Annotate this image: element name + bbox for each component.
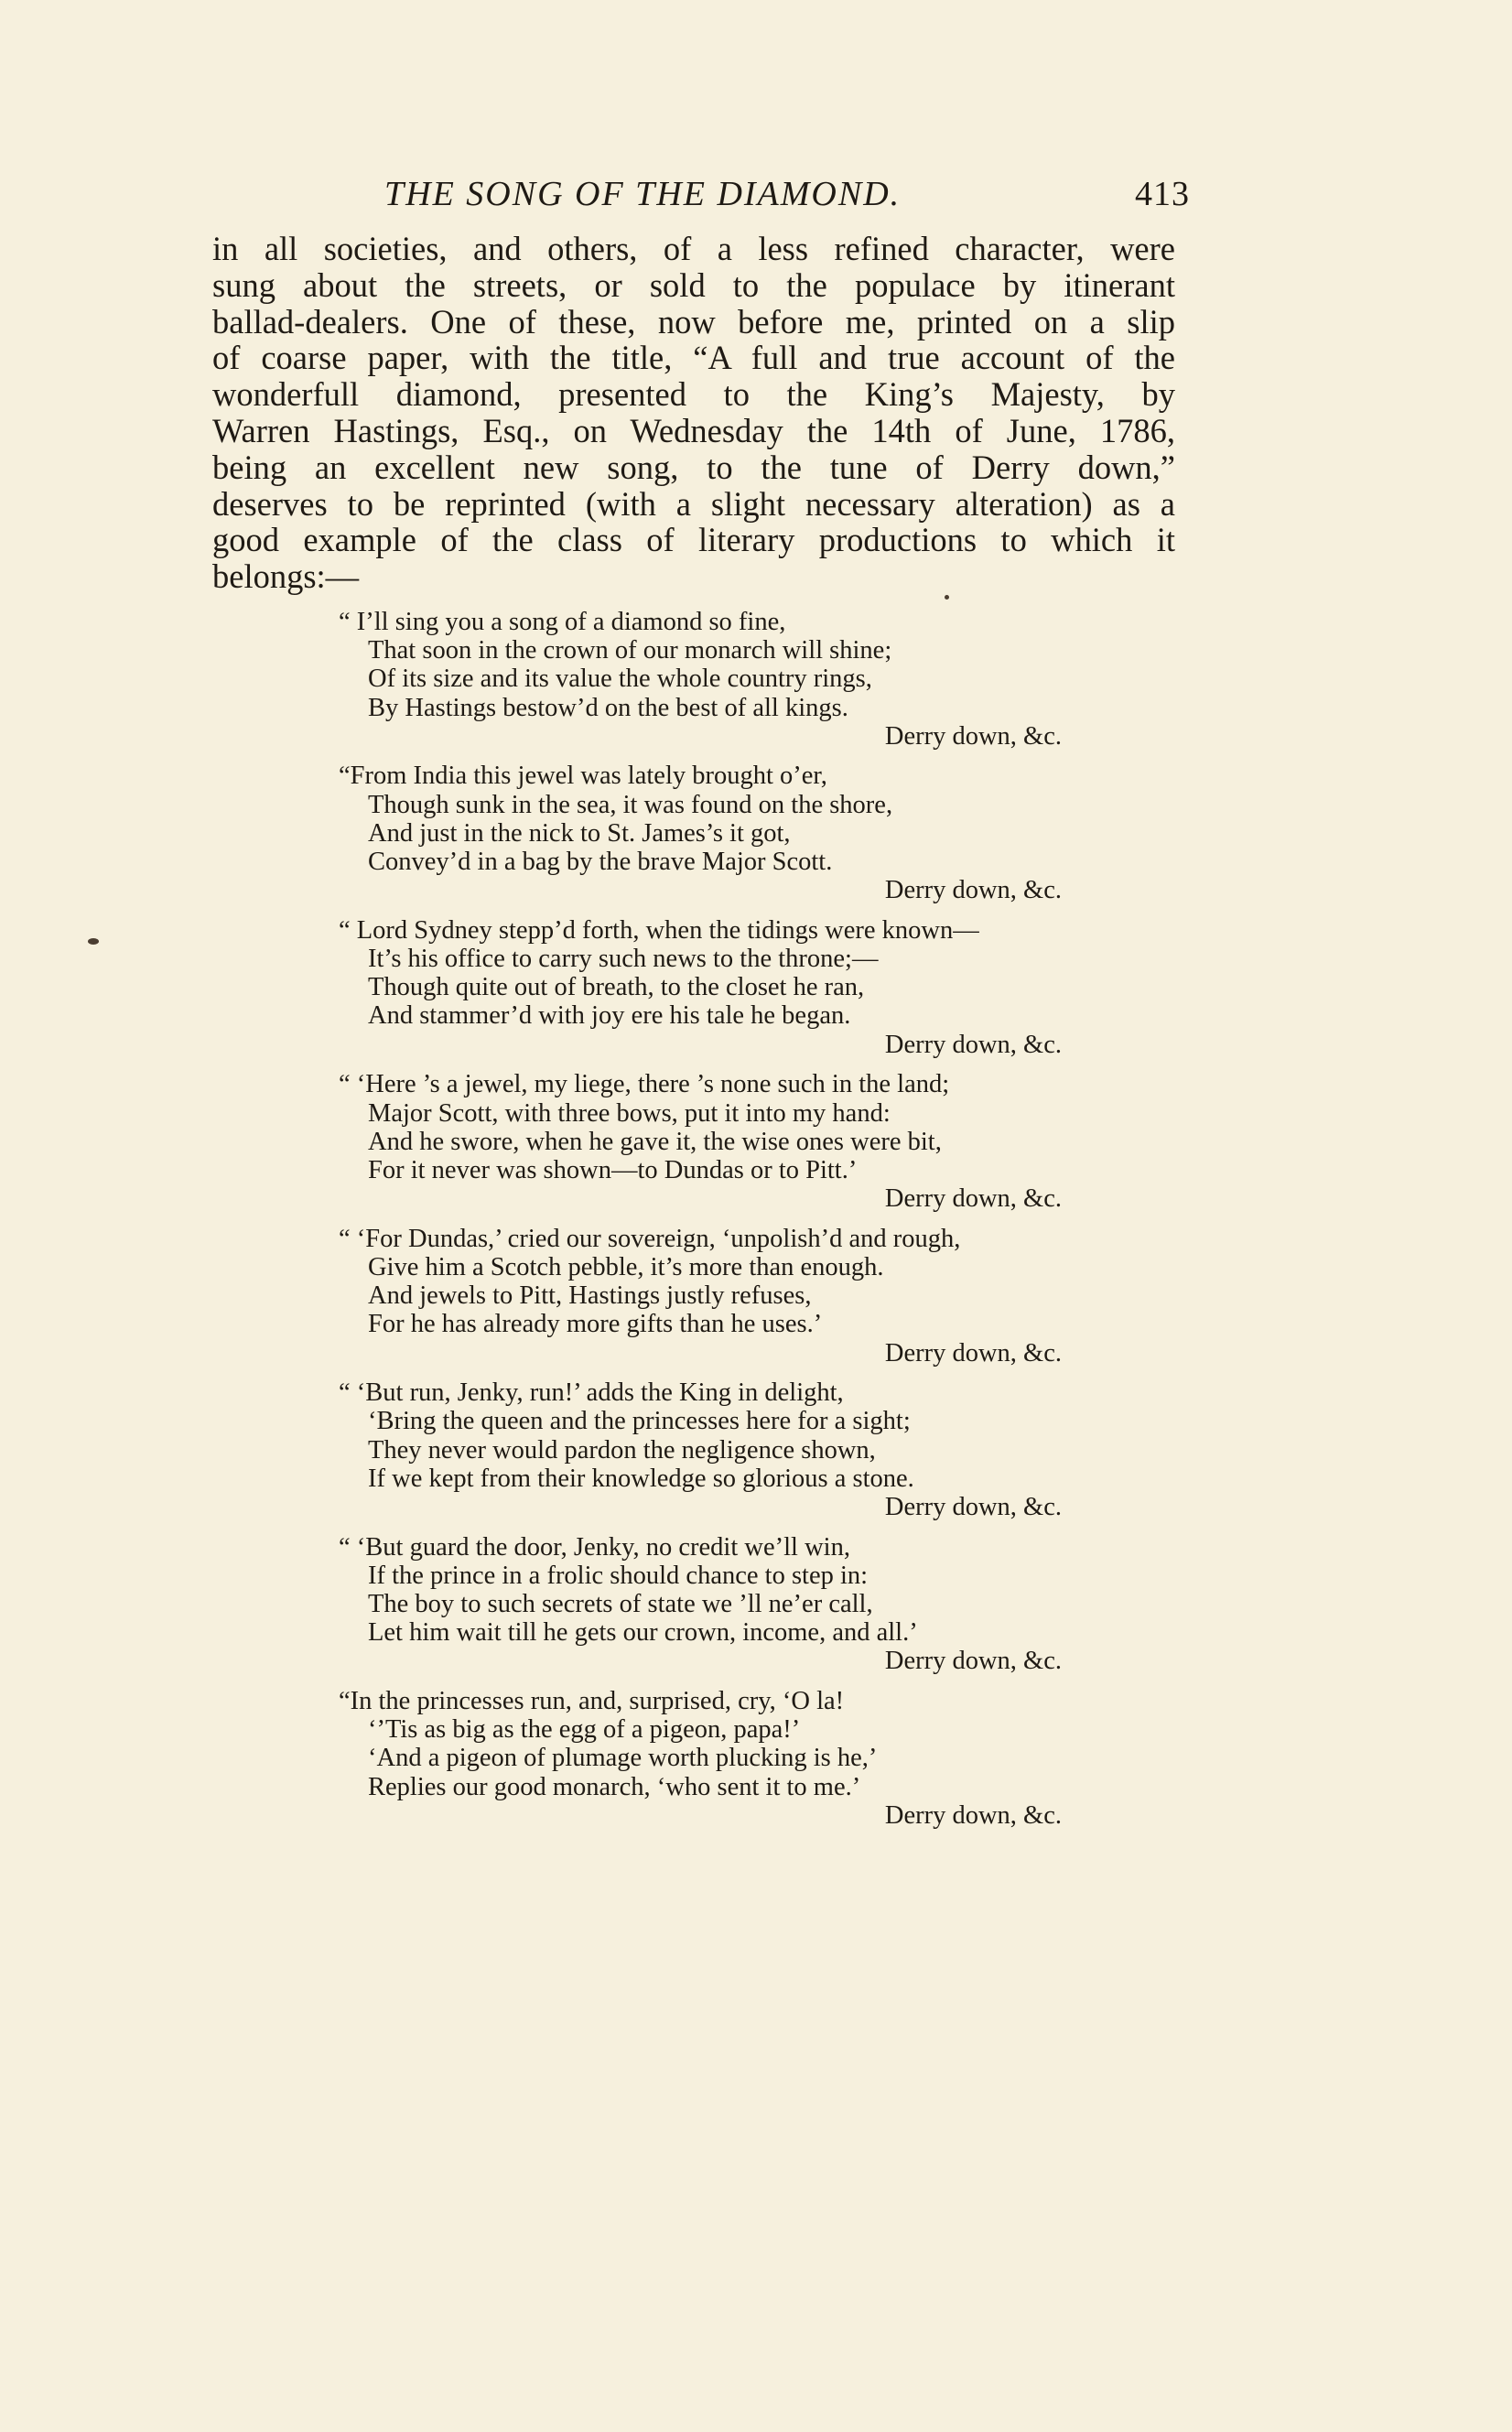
refrain: Derry down, &c. <box>884 1492 1062 1521</box>
stanza-4 <box>339 1070 1144 1213</box>
page-number: 413 <box>1135 175 1190 213</box>
verse-line: Let him wait till he gets our crown, income, and all.’ <box>368 1618 918 1648</box>
refrain: Derry down, &c. <box>884 876 1062 905</box>
verse-line: They never would pardon the negligence shown, <box>368 1435 876 1465</box>
verse-line: And jewels to Pitt, Hastings justly refuses, <box>368 1281 812 1311</box>
stanza-3 <box>339 916 1144 1059</box>
body-line: wonderfull diamond, presented to the King’s Majesty, by <box>212 375 1175 414</box>
verse-line: If we kept from their knowledge so glorious a stone. <box>368 1464 914 1493</box>
stanza-1 <box>339 608 1144 751</box>
verse-line: Of its size and its value the whole country rings, <box>368 665 872 694</box>
verse-line: Though sunk in the sea, it was found on the shore, <box>368 790 893 819</box>
verse-line: “ Lord Sydney stepp’d forth, when the tidings were known— <box>339 915 979 945</box>
verse-line: “From India this jewel was lately brought o’er, <box>339 762 827 791</box>
verse-line: And just in the nick to St. James’s it got, <box>368 818 791 848</box>
body-line: ballad-dealers. One of these, now before me, printed on a slip <box>212 302 1175 340</box>
verse-line: If the prince in a frolic should chance to step in: <box>368 1561 869 1590</box>
refrain: Derry down, &c. <box>884 721 1062 751</box>
stanza-5 <box>339 1225 1144 1367</box>
refrain: Derry down, &c. <box>884 1030 1062 1059</box>
stanza-7 <box>339 1533 1144 1676</box>
running-title: THE SONG OF THE DIAMOND. <box>384 175 902 213</box>
verse-line: And he swore, when he gave it, the wise ones were bit, <box>368 1127 942 1156</box>
verse-line: “ ‘But run, Jenky, run!’ adds the King in delight, <box>339 1378 844 1408</box>
verse-line: Convey’d in a bag by the brave Major Scott. <box>368 848 833 876</box>
body-line: in all societies, and others, of a less refined character, were <box>212 230 1175 267</box>
verse-line: And stammer’d with joy ere his tale he began. <box>368 1001 851 1031</box>
verse-line: That soon in the crown of our monarch will shine; <box>368 636 892 665</box>
body-paragraph <box>212 231 1175 595</box>
verse-line: For it never was shown—to Dundas or to Pitt.’ <box>368 1155 858 1184</box>
body-line: deserves to be reprinted (with a slight necessary alteration) as a <box>212 484 1175 523</box>
running-head <box>384 174 1190 220</box>
verse-line: It’s his office to carry such news to the throne;— <box>368 945 879 974</box>
refrain: Derry down, &c. <box>884 1647 1062 1676</box>
verse-line: “In the princesses run, and, surprised, cry, ‘O la! <box>339 1687 845 1716</box>
body-line: Warren Hastings, Esq., on Wednesday the 14th of June, 1786, <box>212 411 1175 449</box>
verse-line: ‘And a pigeon of plumage worth plucking is he,’ <box>368 1744 878 1773</box>
body-line: good example of the class of literary productions to which it <box>212 521 1175 559</box>
body-line: of coarse paper, with the title, “A full and true account of the <box>212 339 1175 377</box>
verse-line: “ ‘Here ’s a jewel, my liege, there ’s none such in the land; <box>339 1070 950 1099</box>
verse-line: ‘Bring the queen and the princesses here for a sight; <box>368 1407 911 1436</box>
refrain: Derry down, &c. <box>884 1800 1062 1830</box>
body-line: sung about the streets, or sold to the populace by itinerant <box>212 265 1175 304</box>
verse-line: Though quite out of breath, to the closet he ran, <box>368 973 865 1002</box>
verse-line: Major Scott, with three bows, put it into my hand: <box>368 1098 891 1128</box>
refrain: Derry down, &c. <box>884 1184 1062 1214</box>
verse-line: Replies our good monarch, ‘who sent it to me.’ <box>368 1772 861 1801</box>
verse-line: For he has already more gifts than he uses.’ <box>368 1310 823 1339</box>
ink-speck <box>88 938 99 945</box>
verse-line: “ ‘For Dundas,’ cried our sovereign, ‘unpolish’d and rough, <box>339 1224 961 1253</box>
verse-line: By Hastings bestow’d on the best of all kings. <box>368 693 848 722</box>
stanza-8 <box>339 1687 1144 1830</box>
verse-line: “ I’ll sing you a song of a diamond so fine, <box>339 608 786 636</box>
verse-line: The boy to such secrets of state we ’ll ne’er call, <box>368 1590 873 1618</box>
stanza-2 <box>339 762 1144 904</box>
body-line: belongs:— <box>212 557 360 596</box>
poem <box>339 608 1144 1842</box>
refrain: Derry down, &c. <box>884 1338 1062 1367</box>
stanza-6 <box>339 1378 1144 1521</box>
body-line: being an excellent new song, to the tune of Derry down,” <box>212 448 1175 486</box>
ink-speck <box>945 595 949 600</box>
verse-line: ‘’Tis as big as the egg of a pigeon, papa!’ <box>368 1715 801 1745</box>
verse-line: Give him a Scotch pebble, it’s more than enough. <box>368 1252 884 1281</box>
verse-line: “ ‘But guard the door, Jenky, no credit we’ll win, <box>339 1532 850 1562</box>
